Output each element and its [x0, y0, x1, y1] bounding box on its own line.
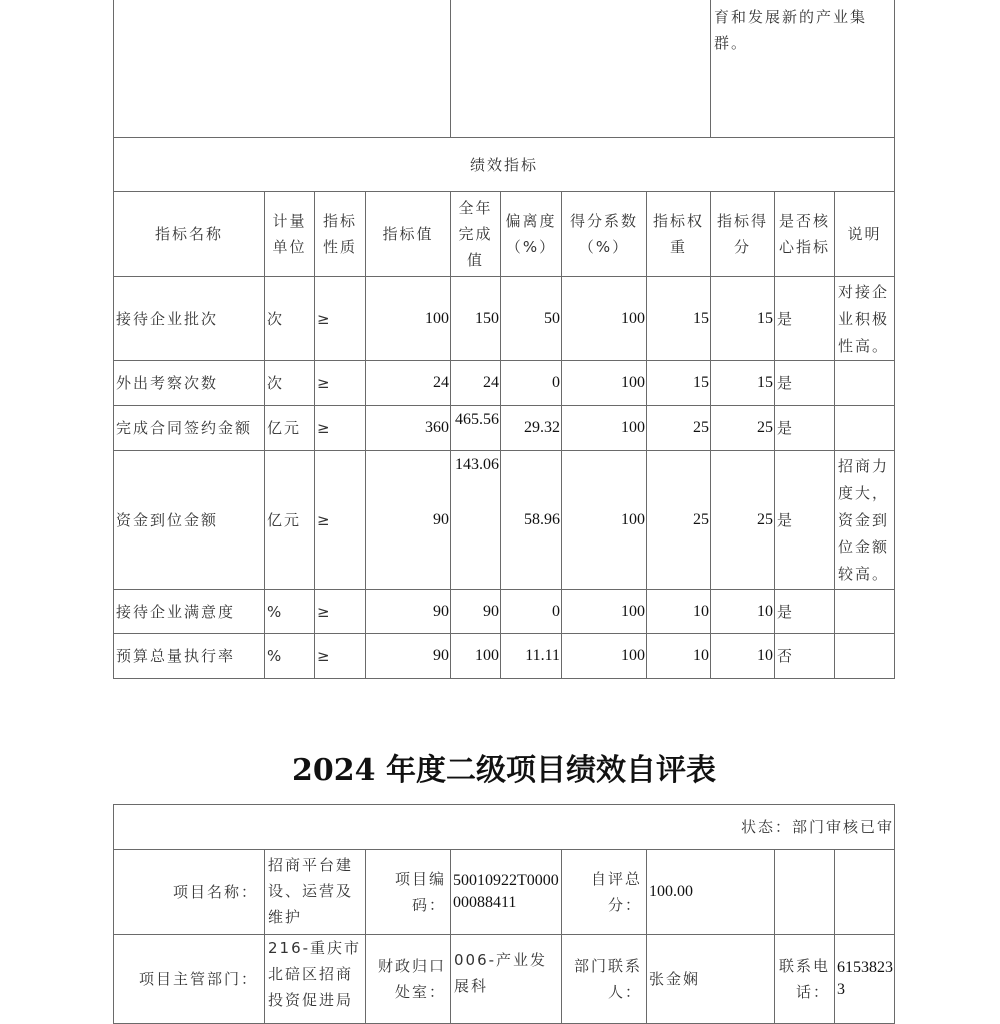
contact-value: 张金娴	[646, 934, 775, 1024]
header-nature: 指标性质	[314, 191, 366, 277]
indicator-nature: ≥	[314, 450, 366, 590]
project-name-label: 项目名称：	[113, 849, 265, 935]
indicator-note	[834, 633, 895, 679]
indicator-unit: 次	[264, 276, 315, 361]
indicator-actual: 100	[450, 633, 501, 679]
indicator-nature: ≥	[314, 633, 366, 679]
phone-value: 61538233	[834, 934, 895, 1024]
indicator-actual: 465.56	[450, 405, 501, 451]
indicator-name: 预算总量执行率	[113, 633, 265, 679]
carryover-cell-2	[450, 0, 711, 138]
form-title: 2024 年度二级项目绩效自评表	[292, 753, 716, 788]
indicator-unit: %	[264, 589, 315, 634]
indicator-target: 90	[365, 589, 451, 634]
project-name-value: 招商平台建设、运营及维护	[264, 849, 366, 935]
indicator-note	[834, 405, 895, 451]
indicator-nature: ≥	[314, 405, 366, 451]
indicator-deviation: 58.96	[500, 450, 562, 590]
dept-value: 216-重庆市北碚区招商投资促进局	[264, 934, 366, 1024]
indicator-weight: 10	[646, 589, 711, 634]
indicator-weight: 10	[646, 633, 711, 679]
indicator-name: 外出考察次数	[113, 360, 265, 406]
header-coefficient: 得分系数（%）	[561, 191, 647, 277]
header-deviation: 偏离度（%）	[500, 191, 562, 277]
header-unit: 计量单位	[264, 191, 315, 277]
indicator-coefficient: 100	[561, 633, 647, 679]
indicator-target: 360	[365, 405, 451, 451]
section-title: 绩效指标	[113, 137, 895, 192]
indicator-coefficient: 100	[561, 360, 647, 406]
indicator-coefficient: 100	[561, 276, 647, 361]
indicator-deviation: 50	[500, 276, 562, 361]
indicator-weight: 25	[646, 450, 711, 590]
indicator-deviation: 29.32	[500, 405, 562, 451]
indicator-core: 是	[774, 589, 835, 634]
indicator-name: 接待企业批次	[113, 276, 265, 361]
phone-label: 联系电话：	[774, 934, 835, 1024]
indicator-note: 对接企业积极性高。	[834, 276, 895, 361]
header-target: 指标值	[365, 191, 451, 277]
indicator-actual: 143.06	[450, 450, 501, 590]
indicator-core: 是	[774, 360, 835, 406]
finance-office-value: 006-产业发展科	[450, 934, 562, 1024]
indicator-nature: ≥	[314, 589, 366, 634]
indicator-weight: 15	[646, 360, 711, 406]
status-text: 状态：部门审核已审	[113, 804, 895, 850]
indicator-coefficient: 100	[561, 405, 647, 451]
indicator-deviation: 0	[500, 589, 562, 634]
indicator-deviation: 0	[500, 360, 562, 406]
header-weight: 指标权重	[646, 191, 711, 277]
empty-cell-2	[834, 849, 895, 935]
indicator-score: 25	[710, 405, 775, 451]
indicator-note	[834, 589, 895, 634]
indicator-weight: 15	[646, 276, 711, 361]
indicator-target: 24	[365, 360, 451, 406]
indicator-note: 招商力度大，资金到位金额较高。	[834, 450, 895, 590]
indicator-score: 15	[710, 276, 775, 361]
indicator-nature: ≥	[314, 360, 366, 406]
project-code-value: 50010922T000000088411	[450, 849, 562, 935]
indicator-nature: ≥	[314, 276, 366, 361]
indicator-actual: 90	[450, 589, 501, 634]
header-score: 指标得分	[710, 191, 775, 277]
indicator-target: 100	[365, 276, 451, 361]
indicator-target: 90	[365, 450, 451, 590]
finance-office-label: 财政归口处室：	[365, 934, 451, 1024]
indicator-weight: 25	[646, 405, 711, 451]
indicator-note	[834, 360, 895, 406]
indicator-name: 资金到位金额	[113, 450, 265, 590]
indicator-coefficient: 100	[561, 450, 647, 590]
indicator-coefficient: 100	[561, 589, 647, 634]
indicator-target: 90	[365, 633, 451, 679]
indicator-score: 25	[710, 450, 775, 590]
indicator-actual: 150	[450, 276, 501, 361]
indicator-score: 15	[710, 360, 775, 406]
header-core: 是否核心指标	[774, 191, 835, 277]
contact-label: 部门联系人：	[561, 934, 647, 1024]
indicator-score: 10	[710, 589, 775, 634]
indicator-name: 完成合同签约金额	[113, 405, 265, 451]
carryover-text: 育和发展新的产业集群。	[710, 0, 895, 138]
empty-cell-1	[774, 849, 835, 935]
self-score-label: 自评总分：	[561, 849, 647, 935]
indicator-actual: 24	[450, 360, 501, 406]
indicator-unit: %	[264, 633, 315, 679]
indicator-core: 是	[774, 276, 835, 361]
indicator-deviation: 11.11	[500, 633, 562, 679]
dept-label: 项目主管部门：	[113, 934, 265, 1024]
indicator-core: 是	[774, 450, 835, 590]
project-code-label: 项目编码：	[365, 849, 451, 935]
header-actual: 全年完成值	[450, 191, 501, 277]
indicator-score: 10	[710, 633, 775, 679]
indicator-unit: 亿元	[264, 450, 315, 590]
indicator-name: 接待企业满意度	[113, 589, 265, 634]
indicator-unit: 次	[264, 360, 315, 406]
header-indicator-name: 指标名称	[113, 191, 265, 277]
self-score-value: 100.00	[646, 849, 775, 935]
carryover-cell-1	[113, 0, 451, 138]
indicator-core: 是	[774, 405, 835, 451]
indicator-unit: 亿元	[264, 405, 315, 451]
indicator-core: 否	[774, 633, 835, 679]
header-note: 说明	[834, 191, 895, 277]
